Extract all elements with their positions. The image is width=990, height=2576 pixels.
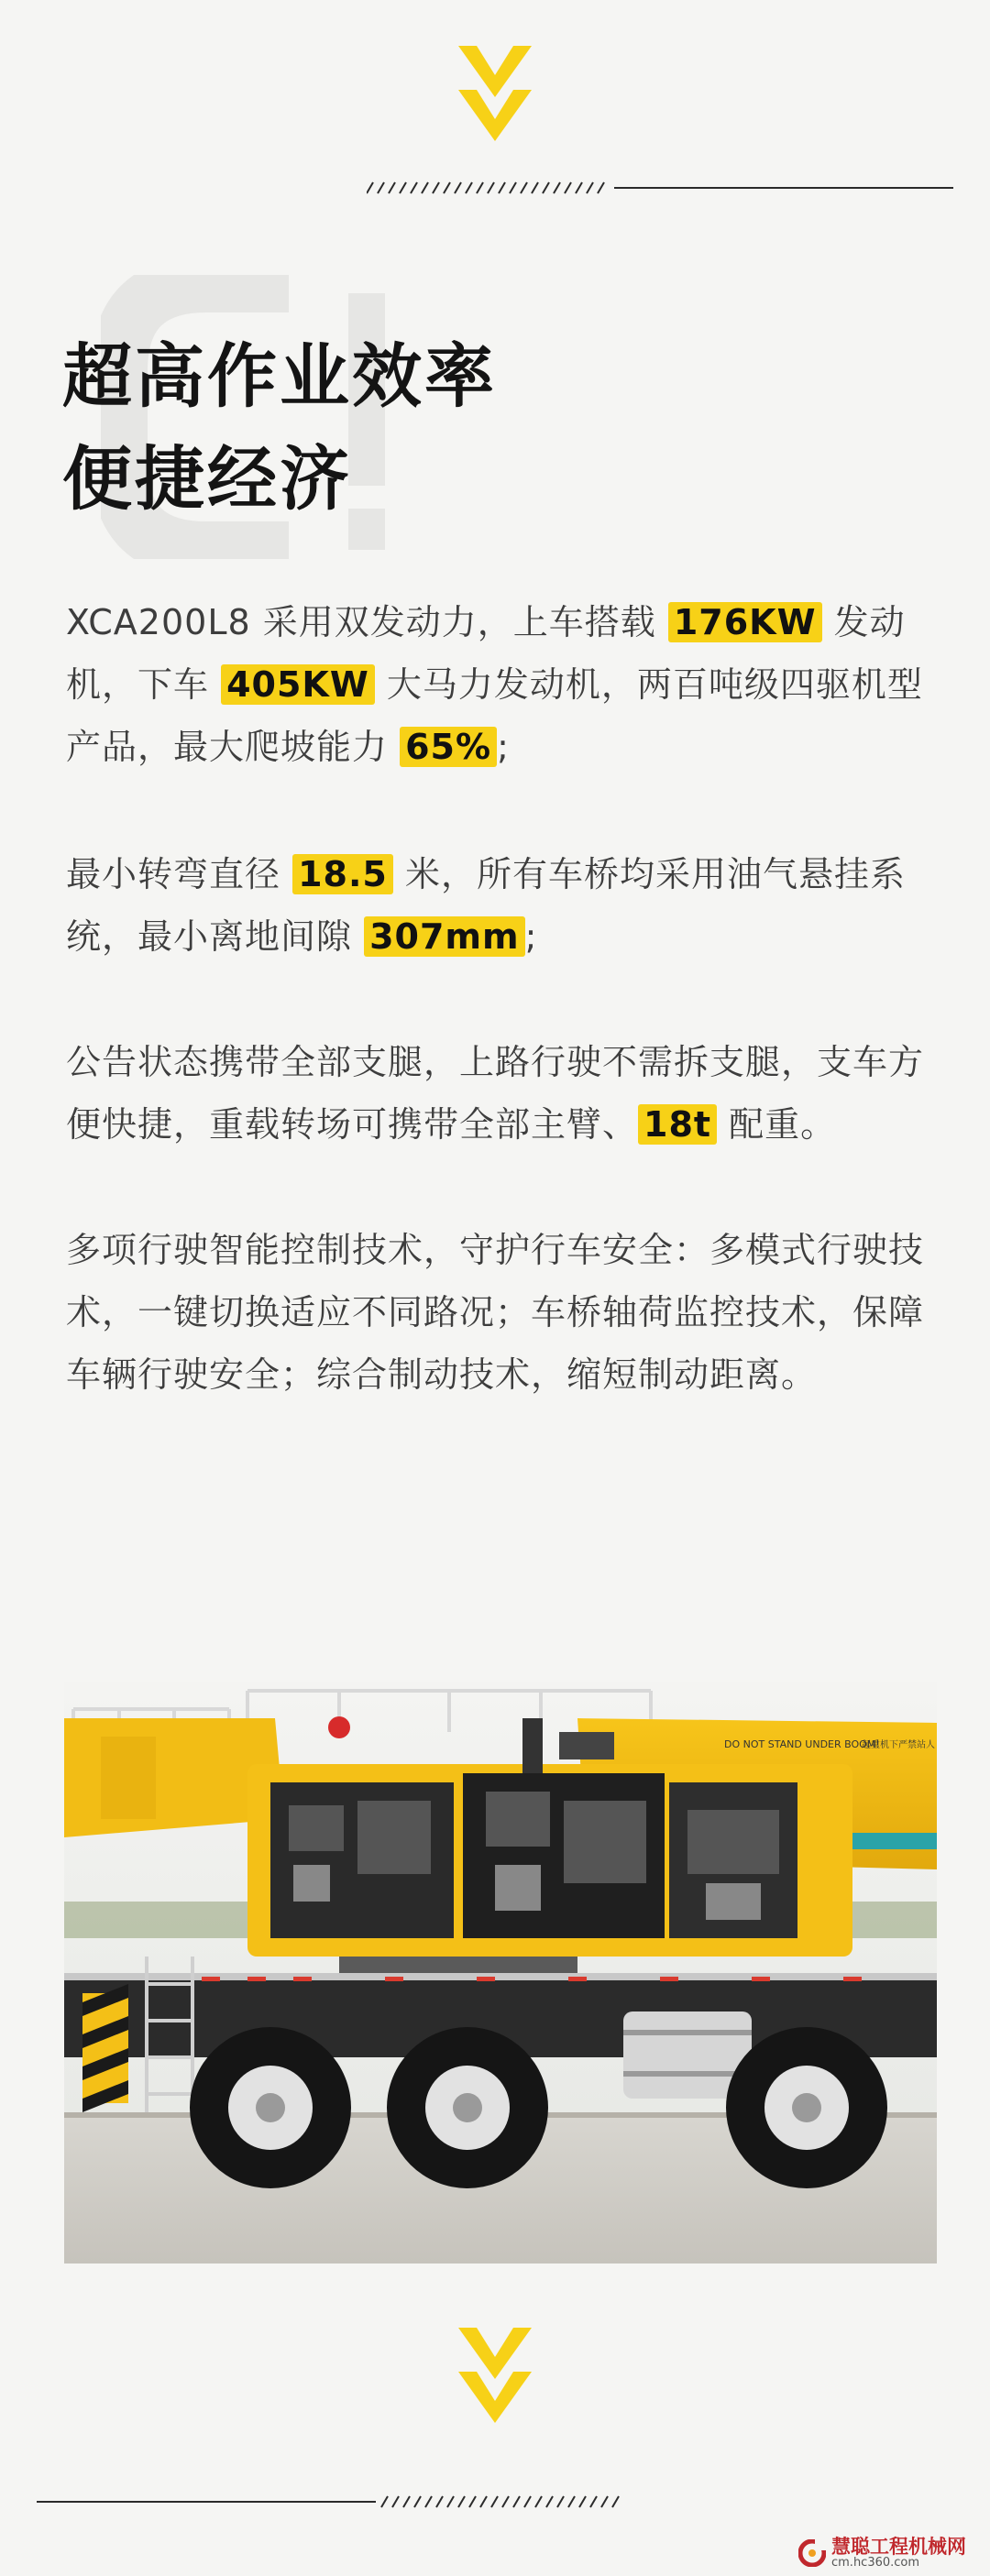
- paragraph-text: XCA200L8 采用双发动力，上车搭载: [66, 602, 668, 642]
- divider-slash: [587, 182, 593, 193]
- paragraph-outrigger: [66, 1031, 946, 1156]
- divider-slash: [444, 182, 450, 193]
- divider-slash: [510, 182, 516, 193]
- divider-slash: [436, 2496, 443, 2507]
- divider-slash: [513, 2496, 520, 2507]
- divider-slash: [565, 182, 571, 193]
- divider-slash: [488, 182, 494, 193]
- divider-slash: [502, 2496, 509, 2507]
- divider-slash: [557, 2496, 564, 2507]
- divider-slash: [389, 182, 395, 193]
- divider-slash: [458, 2496, 465, 2507]
- chevron-down-icon: [458, 46, 532, 147]
- bottom-divider: [37, 2493, 623, 2511]
- title-line-2: 便捷经济: [62, 438, 352, 520]
- divider-slash: [546, 2496, 553, 2507]
- paragraph-text: ;: [497, 727, 510, 767]
- highlight-value: 18t: [638, 1104, 717, 1145]
- highlight-value: 176KW: [668, 602, 822, 642]
- divider-slash: [521, 182, 527, 193]
- divider-slash: [392, 2496, 399, 2507]
- hc360-logo-icon: [798, 2539, 826, 2567]
- paragraph-text: 发动机，下车: [66, 602, 906, 705]
- divider-slash: [491, 2496, 498, 2507]
- divider-slash: [535, 2496, 542, 2507]
- boom-badge-text: 起重机下严禁站人: [862, 1740, 935, 1750]
- divider-slash: [524, 2496, 531, 2507]
- divider-slash: [455, 182, 461, 193]
- top-divider: [367, 179, 953, 197]
- chevron-down-icon-bottom: [458, 2328, 532, 2428]
- paragraph-text: 米，所有车桥均采用油气悬挂系统，最小离地间隙: [66, 854, 906, 957]
- divider-slash: [378, 182, 384, 193]
- crane-photo: [64, 1682, 937, 2264]
- divider-slash: [543, 182, 549, 193]
- divider-slash: [422, 182, 428, 193]
- divider-slash: [414, 2496, 421, 2507]
- divider-slash: [469, 2496, 476, 2507]
- paragraph-text: ;: [524, 916, 538, 957]
- divider-slash: [403, 2496, 410, 2507]
- divider-slash: [400, 182, 406, 193]
- divider-slash: [579, 2496, 586, 2507]
- divider-slash: [381, 2496, 388, 2507]
- paragraph-text: 最小转弯直径: [66, 854, 293, 894]
- highlight-value: 307mm: [364, 916, 525, 957]
- divider-slash: [411, 182, 417, 193]
- watermark-main-text: 慧聪工程机械网: [831, 2536, 966, 2558]
- divider-slash: [532, 182, 538, 193]
- divider-slash: [590, 2496, 597, 2507]
- watermark: [798, 2538, 966, 2569]
- divider-slash: [367, 182, 373, 193]
- divider-slash: [601, 2496, 608, 2507]
- divider-slash: [466, 182, 472, 193]
- divider-slash: [499, 182, 505, 193]
- paragraph-text: 配重。: [717, 1104, 837, 1145]
- divider-slash: [568, 2496, 575, 2507]
- boom-warning-text: DO NOT STAND UNDER BOOM!: [724, 1738, 880, 1750]
- paragraph-turning: [66, 843, 946, 968]
- page-title: [62, 325, 497, 531]
- paragraph-engine: [66, 591, 946, 778]
- paragraph-text: 大马力发动机，两百吨级四驱机型产品，最大爬坡能力: [66, 664, 923, 767]
- divider-slash: [433, 182, 439, 193]
- divider-slash: [612, 2496, 619, 2507]
- divider-slash: [447, 2496, 454, 2507]
- divider-slash: [598, 182, 604, 193]
- divider-slash: [576, 182, 582, 193]
- divider-slash: [425, 2496, 432, 2507]
- paragraph-text: 多项行驶智能控制技术，守护行车安全：多模式行驶技术，一键切换适应不同路况；车桥轴荷监控技术，保障车辆行驶安全；综合制动技术，缩短制动距离。: [66, 1230, 925, 1395]
- divider-slash: [480, 2496, 487, 2507]
- highlight-value: 18.5: [292, 854, 393, 894]
- paragraph-text: 公告状态携带全部支腿，上路行驶不需拆支腿，支车方便快捷，重载转场可携带全部主臂、: [66, 1042, 925, 1145]
- title-line-1: 超高作业效率: [62, 335, 497, 417]
- watermark-sub-text: cm.hc360.com: [831, 2556, 920, 2570]
- highlight-value: 405KW: [221, 664, 375, 705]
- paragraph-safety: [66, 1219, 946, 1406]
- highlight-value: 65%: [400, 727, 497, 767]
- divider-slash: [477, 182, 483, 193]
- divider-slash: [554, 182, 560, 193]
